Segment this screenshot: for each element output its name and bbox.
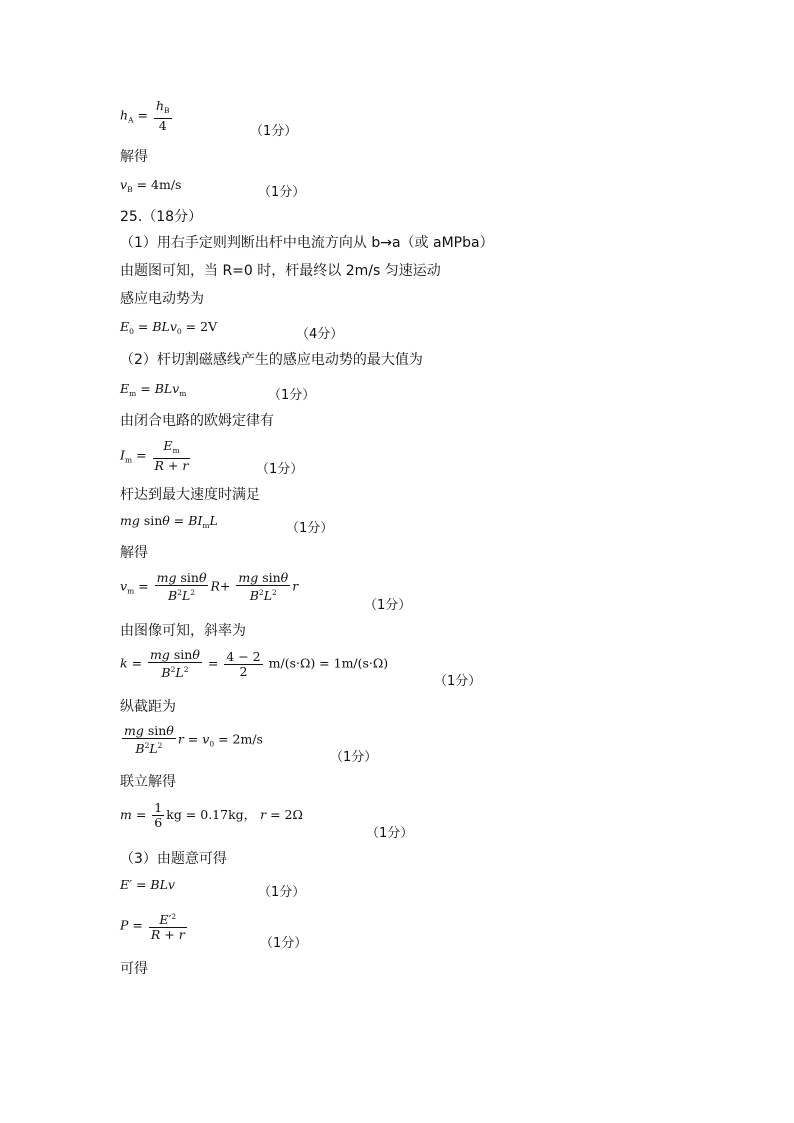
equation-im: $I_m$ = $\frac{E_m}{R + r}$ [120,438,189,473]
text-line: （3）由题意可得 [120,851,227,867]
score-label: （1分） [250,124,298,139]
equation-em: $E_m = BLv_m$ [120,381,187,398]
equation-mass-resistance: m = $\frac{1}{6}$ kg = 0.17kg， r = 2Ω [120,800,303,830]
score-label: （1分） [258,185,306,200]
text-line: 解得 [120,149,148,165]
text-line: 解得 [120,545,148,561]
equation-e-prime: E′ = BLv [120,877,175,892]
score-label: （1分） [268,388,316,403]
text-line: 感应电动势为 [120,291,204,307]
equation-power: P = $\frac{E'^2}{R + r}$ [120,912,185,942]
text-line: 纵截距为 [120,699,176,715]
text-line: 杆达到最大速度时满足 [120,487,260,503]
text-line: 可得 [120,961,148,977]
score-label: （4分） [296,327,344,342]
score-label: （1分） [366,826,414,841]
text-line: 由图像可知，斜率为 [120,623,246,639]
equation-vb: $v_B = 4m/s$ [120,177,182,194]
score-label: （1分） [258,885,306,900]
text-line: 由题图可知，当 R=0 时，杆最终以 2m/s 匀速运动 [120,263,441,279]
equation-force-balance: mg $\sin\theta = BI_mL$ [120,513,218,530]
score-label: （1分） [256,462,304,477]
score-label: （1分） [434,674,482,689]
score-label: （1分） [364,598,412,613]
text-line: 由闭合电路的欧姆定律有 [120,413,274,429]
equation-ha: $h_A$ = $\frac{h_B}{4}$ [120,98,170,133]
equation-intercept: $\frac{\text{mg sinθ}}{B^2L^2}$ $r = v_0 = 2m/s$ [124,723,263,756]
score-label: （1分） [260,936,308,951]
score-label: （1分） [286,521,334,536]
score-label: （1分） [330,750,378,765]
question-heading: 25.（18分） [120,209,203,225]
text-line: （1）用右手定则判断出杆中电流方向从 b→a（或 aMPba） [120,235,494,251]
equation-slope: k = $\frac{\text{mg sinθ}}{B^2L^2}$ = $\frac{4 - 2}{2}$ m/(s·Ω) = 1m/(s·Ω) [120,647,389,680]
equation-vm: $v_m$ = $\frac{\text{mg sinθ}}{B^2L^2}$ R+ $\frac{\text{mg sinθ}}{B^2L^2}$ r [120,570,299,603]
text-line: 联立解得 [120,774,176,790]
text-line: （2）杆切割磁感线产生的感应电动势的最大值为 [120,352,423,368]
equation-e0: $E_0 = BLv_0 = 2V$ [120,319,218,336]
